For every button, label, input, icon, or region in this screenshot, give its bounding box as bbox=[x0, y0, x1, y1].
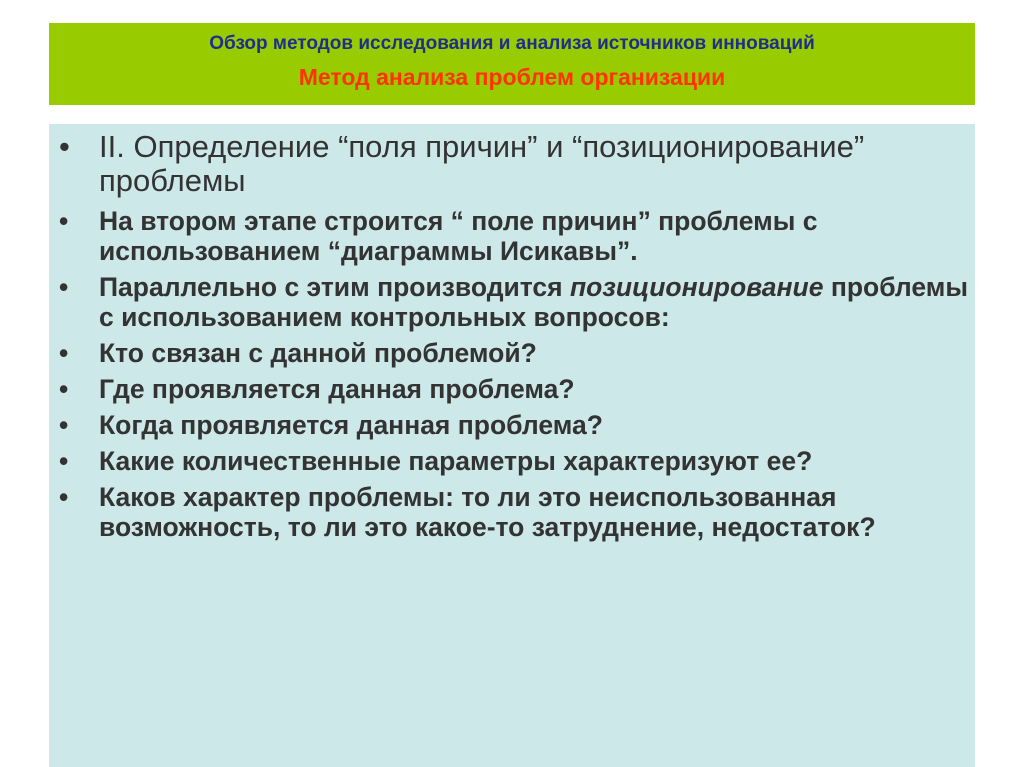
bullet-icon: • bbox=[59, 129, 70, 164]
bullet-icon: • bbox=[59, 410, 69, 440]
list-item-text: Когда проявляется данная проблема? bbox=[99, 410, 603, 440]
bullet-icon: • bbox=[59, 206, 69, 236]
bullet-icon: • bbox=[59, 374, 69, 404]
slide-title: Метод анализа проблем организации bbox=[298, 64, 726, 90]
list-item bbox=[59, 374, 969, 404]
list-item-text bbox=[99, 272, 968, 332]
list-item-text-part: проблемы с использованием контрольных вопросов: bbox=[99, 272, 969, 332]
list-item bbox=[59, 410, 969, 440]
list-item-text: На втором этапе строится “ поле причин” проблемы с использованием “диаграммы Исикавы”. bbox=[99, 206, 818, 266]
bullet-icon: • bbox=[59, 482, 69, 512]
list-item bbox=[59, 130, 969, 198]
bullet-icon: • bbox=[59, 338, 69, 368]
list-item-text: Кто связан с данной проблемой? bbox=[99, 338, 537, 368]
list-item-text: Каков характер проблемы: то ли это неиспользованная возможность, то ли это какое-то затруднение, недостаток? bbox=[99, 482, 876, 542]
bullet-icon: • bbox=[59, 446, 69, 476]
list-item bbox=[59, 446, 969, 476]
list-item-text: Где проявляется данная проблема? bbox=[99, 374, 575, 404]
header-band bbox=[49, 23, 975, 105]
bullet-list bbox=[59, 130, 969, 548]
list-item bbox=[59, 206, 969, 266]
list-item-text: Какие количественные параметры характеризуют ее? bbox=[99, 446, 813, 476]
list-item bbox=[59, 272, 969, 332]
list-item bbox=[59, 482, 969, 542]
list-item-text: II. Определение “поля причин” и “позиционирование” проблемы bbox=[99, 129, 865, 198]
content-panel bbox=[49, 124, 975, 767]
emphasis-text: позиционирование bbox=[570, 272, 824, 302]
list-item bbox=[59, 338, 969, 368]
slide-subtitle: Обзор методов исследования и анализа источников инноваций bbox=[209, 33, 815, 54]
list-item-text-part: Параллельно с этим производится bbox=[99, 272, 570, 302]
bullet-icon: • bbox=[59, 272, 69, 302]
